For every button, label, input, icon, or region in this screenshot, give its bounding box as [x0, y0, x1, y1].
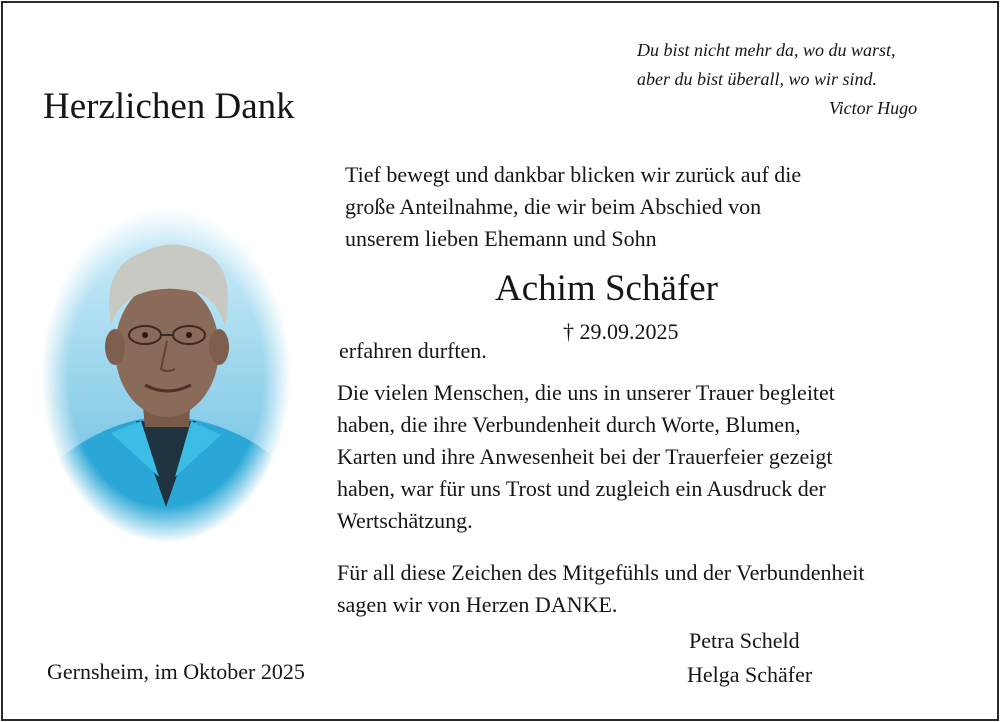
portrait-photo: [41, 207, 291, 543]
death-date: † 29.09.2025: [563, 319, 679, 344]
closing-paragraph: [337, 557, 864, 621]
text-line: haben, die ihre Verbundenheit durch Worte, Blumen,: [337, 412, 801, 437]
intro-end: erfahren durften.: [339, 338, 487, 363]
text-line: sagen wir von Herzen DANKE.: [337, 592, 618, 617]
obituary-card: [1, 1, 999, 721]
text-line: Die vielen Menschen, die uns in unserer Trauer begleitet: [337, 380, 835, 405]
signer-name: Helga Schäfer: [687, 662, 813, 687]
text-line: Karten und ihre Anwesenheit bei der Trauerfeier gezeigt: [337, 444, 833, 469]
text-line: haben, war für uns Trost und zugleich ein Ausdruck der: [337, 476, 826, 501]
place-date: Gernsheim, im Oktober 2025: [47, 659, 305, 684]
quote: [637, 36, 896, 94]
text-line: Für all diese Zeichen des Mitgefühls und der Verbundenheit: [337, 560, 865, 585]
quote-line: Du bist nicht mehr da, wo du warst,: [637, 40, 896, 60]
signer-name: Petra Scheld: [689, 628, 800, 653]
text-line: Wertschätzung.: [337, 508, 473, 533]
intro-text: [345, 159, 801, 255]
text-line: große Anteilnahme, die wir beim Abschied von: [345, 194, 762, 219]
quote-line: aber du bist überall, wo wir sind.: [637, 69, 878, 89]
page-title: Herzlichen Dank: [43, 86, 295, 127]
quote-author: Victor Hugo: [829, 98, 918, 118]
deceased-name: Achim Schäfer: [495, 268, 718, 309]
thanks-paragraph: [337, 377, 835, 537]
text-line: unserem lieben Ehemann und Sohn: [345, 226, 657, 251]
text-line: Tief bewegt und dankbar blicken wir zurück auf die: [345, 162, 802, 187]
